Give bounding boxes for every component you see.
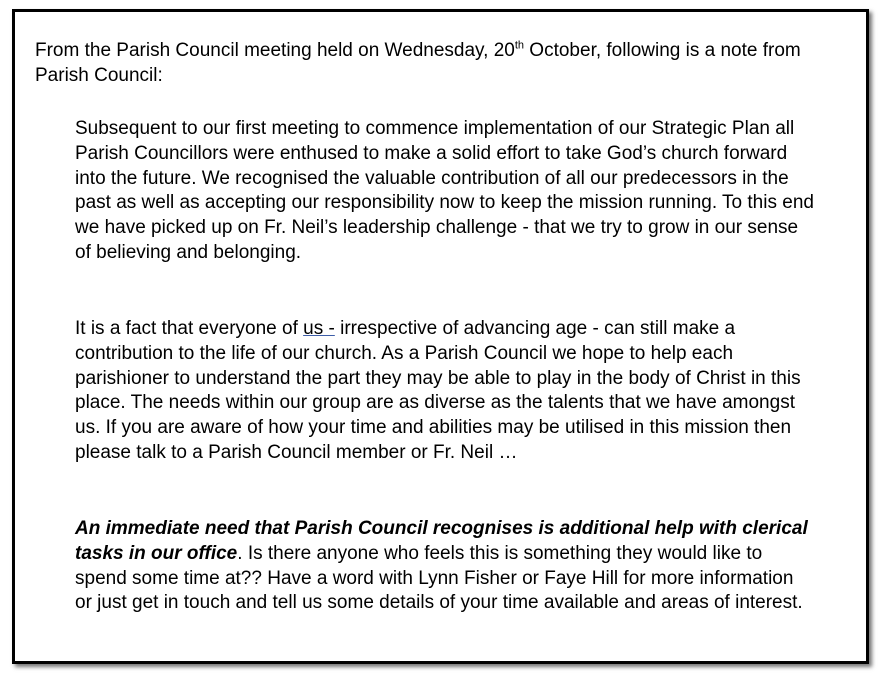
- paragraph-contribution: [75, 317, 815, 466]
- paragraph2-rest: irrespective of advancing age - can still make a contribution to the life of our church. As a Parish Council we hope to help each parishioner to understand the part they may be able to play in the body of Christ in this place. The needs within our group are as diverse as the talents that we have amongst us. If you are aware of how your time and abilities may be utilised in this mission then please talk to a Parish Council member or Fr. Neil …: [75, 318, 801, 463]
- underlined-us: us -: [303, 318, 335, 339]
- notice-box: [12, 9, 869, 664]
- paragraph3-rest: . Is there anyone who feels this is something they would like to spend some time at?? Have a word with Lynn Fisher or Faye Hill for more information or just get in touch and tell us some details of your time available and areas of interest.: [75, 542, 803, 614]
- intro-text: [35, 38, 855, 88]
- intro-text-part1: From the Parish Council meeting held on Wednesday, 20: [35, 40, 515, 61]
- date-ordinal-suffix: th: [514, 39, 525, 52]
- paragraph-strategic-plan: Subsequent to our first meeting to commence implementation of our Strategic Plan all Parish Councillors were enthused to make a solid effort to take God’s church forward into the future. We recognised the valuable contribution of all our predecessors in the past as well as accepting our responsibility now to keep the mission running. To this end we have picked up on Fr. Neil’s leadership challenge - that we try to grow in our sense of believing and belonging.: [75, 118, 814, 263]
- paragraph-clerical-help: [75, 517, 815, 616]
- paragraph2-start: It is a fact that everyone of: [75, 318, 304, 339]
- intro-text-part2: October, following is a note from Parish Council:: [35, 40, 801, 86]
- clerical-need-emphasis: An immediate need that Parish Council recognises is additional help with clerical tasks in our office: [75, 518, 808, 564]
